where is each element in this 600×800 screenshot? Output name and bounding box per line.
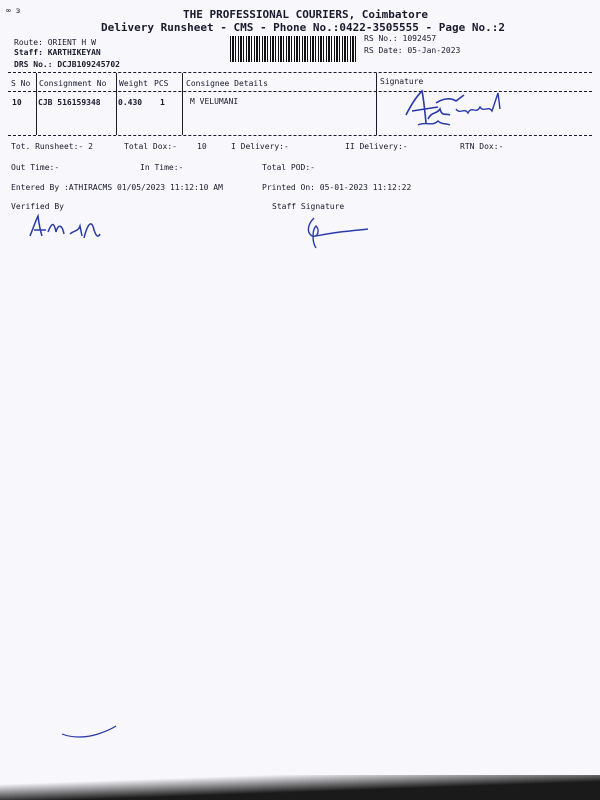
- col-divider: [376, 73, 377, 135]
- ii-delivery: II Delivery:-: [345, 142, 408, 151]
- rs-date: RS Date: 05-Jan-2023: [364, 46, 461, 55]
- col-header-weight: Weight: [119, 79, 148, 88]
- cell-weight: 0.430: [118, 98, 143, 107]
- total-pod: Total POD:-: [262, 163, 315, 172]
- company-title: THE PROFESSIONAL COURIERS, Coimbatore: [183, 8, 429, 21]
- col-header-signature: Signature: [380, 77, 424, 86]
- entered-by: Entered By :ATHIRACMS 01/05/2023 11:12:10 AM: [11, 183, 223, 192]
- total-dox-value: 10: [197, 142, 207, 151]
- col-header-consignee: Consignee Details: [186, 79, 268, 88]
- in-time: In Time:-: [140, 163, 184, 172]
- staff-signature: [302, 214, 372, 254]
- receiver-signature: [398, 85, 513, 135]
- verifier-signature: [26, 212, 106, 244]
- verified-by-label: Verified By: [11, 202, 64, 211]
- drs-number: DRS No.: DCJB109245702: [14, 60, 120, 69]
- runsheet-subtitle: Delivery Runsheet - CMS - Phone No.:0422-3505555 - Page No.:2: [101, 21, 505, 34]
- i-delivery: I Delivery:-: [231, 142, 289, 151]
- cell-consignee: M VELUMANI: [190, 97, 239, 106]
- col-header-pcs: PCS: [154, 79, 169, 88]
- staff-signature-label: Staff Signature: [272, 202, 345, 211]
- table-bottom-rule: [8, 135, 592, 136]
- pen-mark: [60, 720, 120, 740]
- out-time: Out Time:-: [11, 163, 60, 172]
- table-top-rule: [8, 72, 592, 73]
- cell-consignment: CJB 516159348: [38, 98, 101, 107]
- scan-edge-shadow: [0, 775, 600, 800]
- printed-on: Printed On: 05-01-2023 11:12:22: [262, 183, 412, 192]
- col-header-sno: S No: [11, 79, 31, 88]
- col-divider: [36, 73, 37, 135]
- cell-sno: 10: [12, 98, 22, 107]
- route-label: Route: ORIENT H W: [14, 38, 96, 47]
- col-header-consignment: Consignment No: [39, 79, 107, 88]
- rs-number: RS No.: 1092457: [364, 34, 437, 43]
- total-dox-label: Total Dox:-: [124, 142, 177, 151]
- cell-pcs: 1: [160, 98, 165, 107]
- barcode: [230, 36, 358, 62]
- staff-label: Staff: KARTHIKEYAN: [14, 48, 101, 57]
- rtn-dox: RTN Dox:-: [460, 142, 504, 151]
- col-divider: [116, 73, 117, 135]
- col-divider: [182, 73, 183, 135]
- tot-runsheet: Tot. Runsheet:- 2: [11, 142, 93, 151]
- corner-mark: ∞ ᴈ: [6, 6, 21, 15]
